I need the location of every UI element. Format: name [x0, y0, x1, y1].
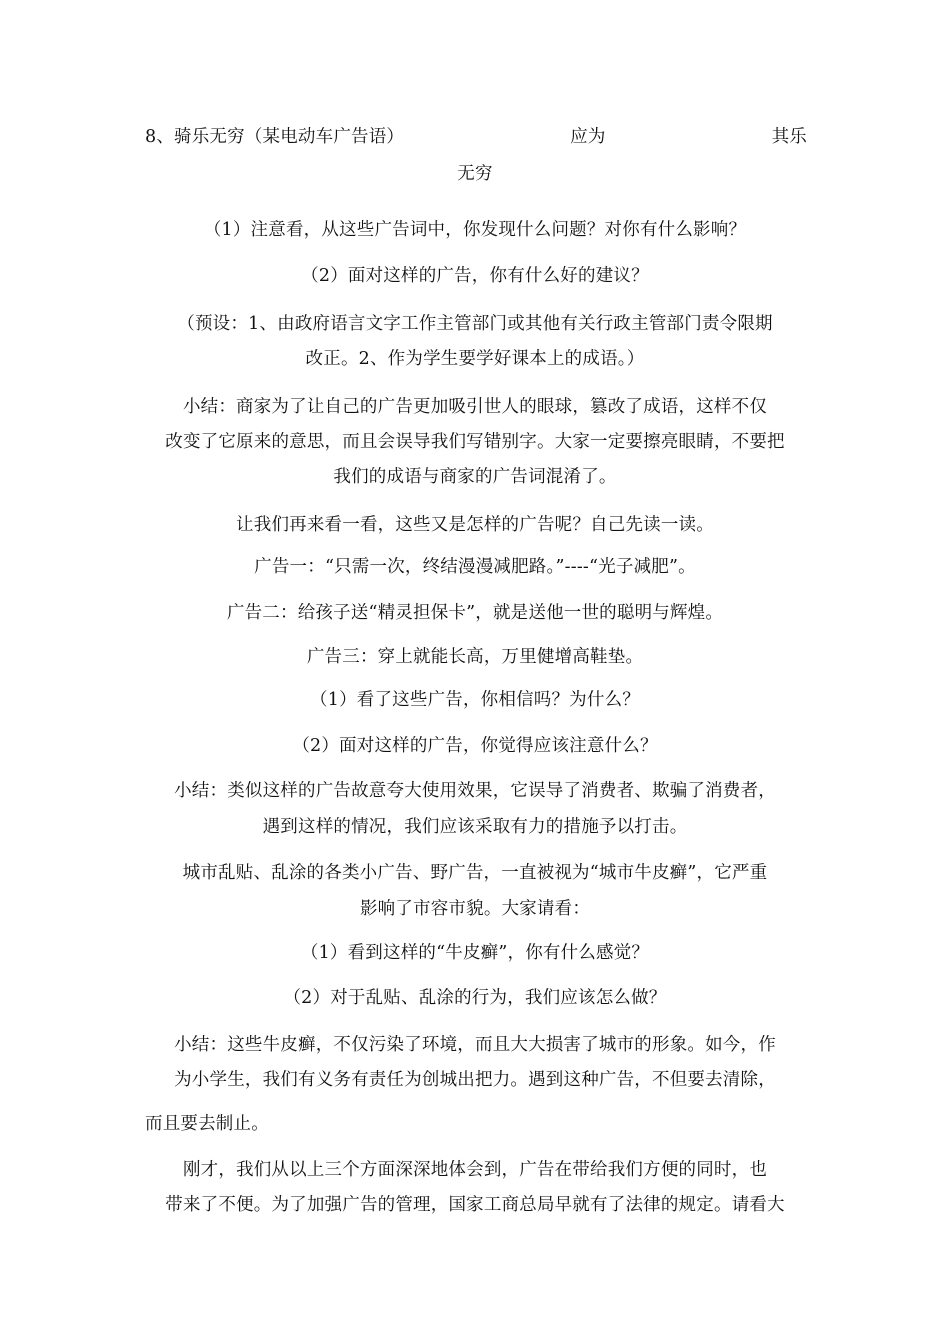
- city-line-2: 影响了市容市貌。大家请看：: [359, 899, 591, 919]
- ad-2: 广告二：给孩子送“精灵担保卡”，就是送他一世的聪明与辉煌。: [226, 603, 724, 623]
- question-1: （1）注意看，从这些广告词中，你发现什么问题？对你有什么影响？: [203, 220, 747, 240]
- summary-3-line-2: 为小学生，我们有义务有责任为创城出把力。遇到这种广告，不但要去清除，: [174, 1070, 776, 1090]
- summary-1-line-2: 改变了它原来的意思，而且会误导我们写错别字。大家一定要擦亮眼睛，不要把: [165, 432, 785, 452]
- summary-3-line-3: 而且要去制止。: [145, 1114, 269, 1134]
- item-8-middle: 应为: [570, 127, 606, 147]
- item-8-left: 8、骑乐无穷（某电动车广告语）: [145, 127, 405, 147]
- ad-1: 广告一：“只需一次，终结漫漫减肥路。”----“光子减肥”。: [254, 557, 696, 577]
- preset-line-1: （预设：1、由政府语言文字工作主管部门或其他有关行政主管部门责令限期: [177, 314, 773, 334]
- item-8-right: 其乐: [771, 127, 807, 147]
- summary-3-line-1: 小结：这些牛皮癣，不仅污染了环境，而且大大损害了城市的形象。如今，作: [174, 1035, 776, 1055]
- question-4: （2）面对这样的广告，你觉得应该注意什么？: [292, 736, 658, 756]
- ad-3: 广告三：穿上就能长高，万里健增高鞋垫。: [306, 647, 644, 667]
- closing-line-2: 带来了不便。为了加强广告的管理，国家工商总局早就有了法律的规定。请看大: [165, 1195, 785, 1215]
- summary-1-line-1: 小结：商家为了让自己的广告更加吸引世人的眼球，篡改了成语，这样不仅: [182, 397, 768, 417]
- question-2: （2）面对这样的广告，你有什么好的建议？: [301, 266, 649, 286]
- item-8-continuation: 无穷: [457, 164, 493, 184]
- preset-line-2: 改正。2、作为学生要学好课本上的成语。）: [305, 349, 645, 369]
- summary-1-line-3: 我们的成语与商家的广告词混淆了。: [333, 467, 617, 487]
- question-3: （1）看了这些广告，你相信吗？为什么？: [310, 690, 640, 710]
- question-6: （2）对于乱贴、乱涂的行为，我们应该怎么做？: [283, 988, 667, 1008]
- item-8-line: [145, 127, 807, 148]
- summary-2-line-2: 遇到这样的情况，我们应该采取有力的措施予以打击。: [262, 817, 688, 837]
- summary-2-line-1: 小结：类似这样的广告故意夸大使用效果，它误导了消费者、欺骗了消费者，: [174, 781, 776, 801]
- intro-ads-2: 让我们再来看一看，这些又是怎样的广告呢？自己先读一读。: [236, 515, 714, 535]
- question-5: （1）看到这样的“牛皮癣”，你有什么感觉？: [300, 943, 650, 963]
- closing-line-1: 刚才，我们从以上三个方面深深地体会到，广告在带给我们方便的同时，也: [182, 1160, 768, 1180]
- city-line-1: 城市乱贴、乱涂的各类小广告、野广告，一直被视为“城市牛皮癣”，它严重: [182, 863, 768, 883]
